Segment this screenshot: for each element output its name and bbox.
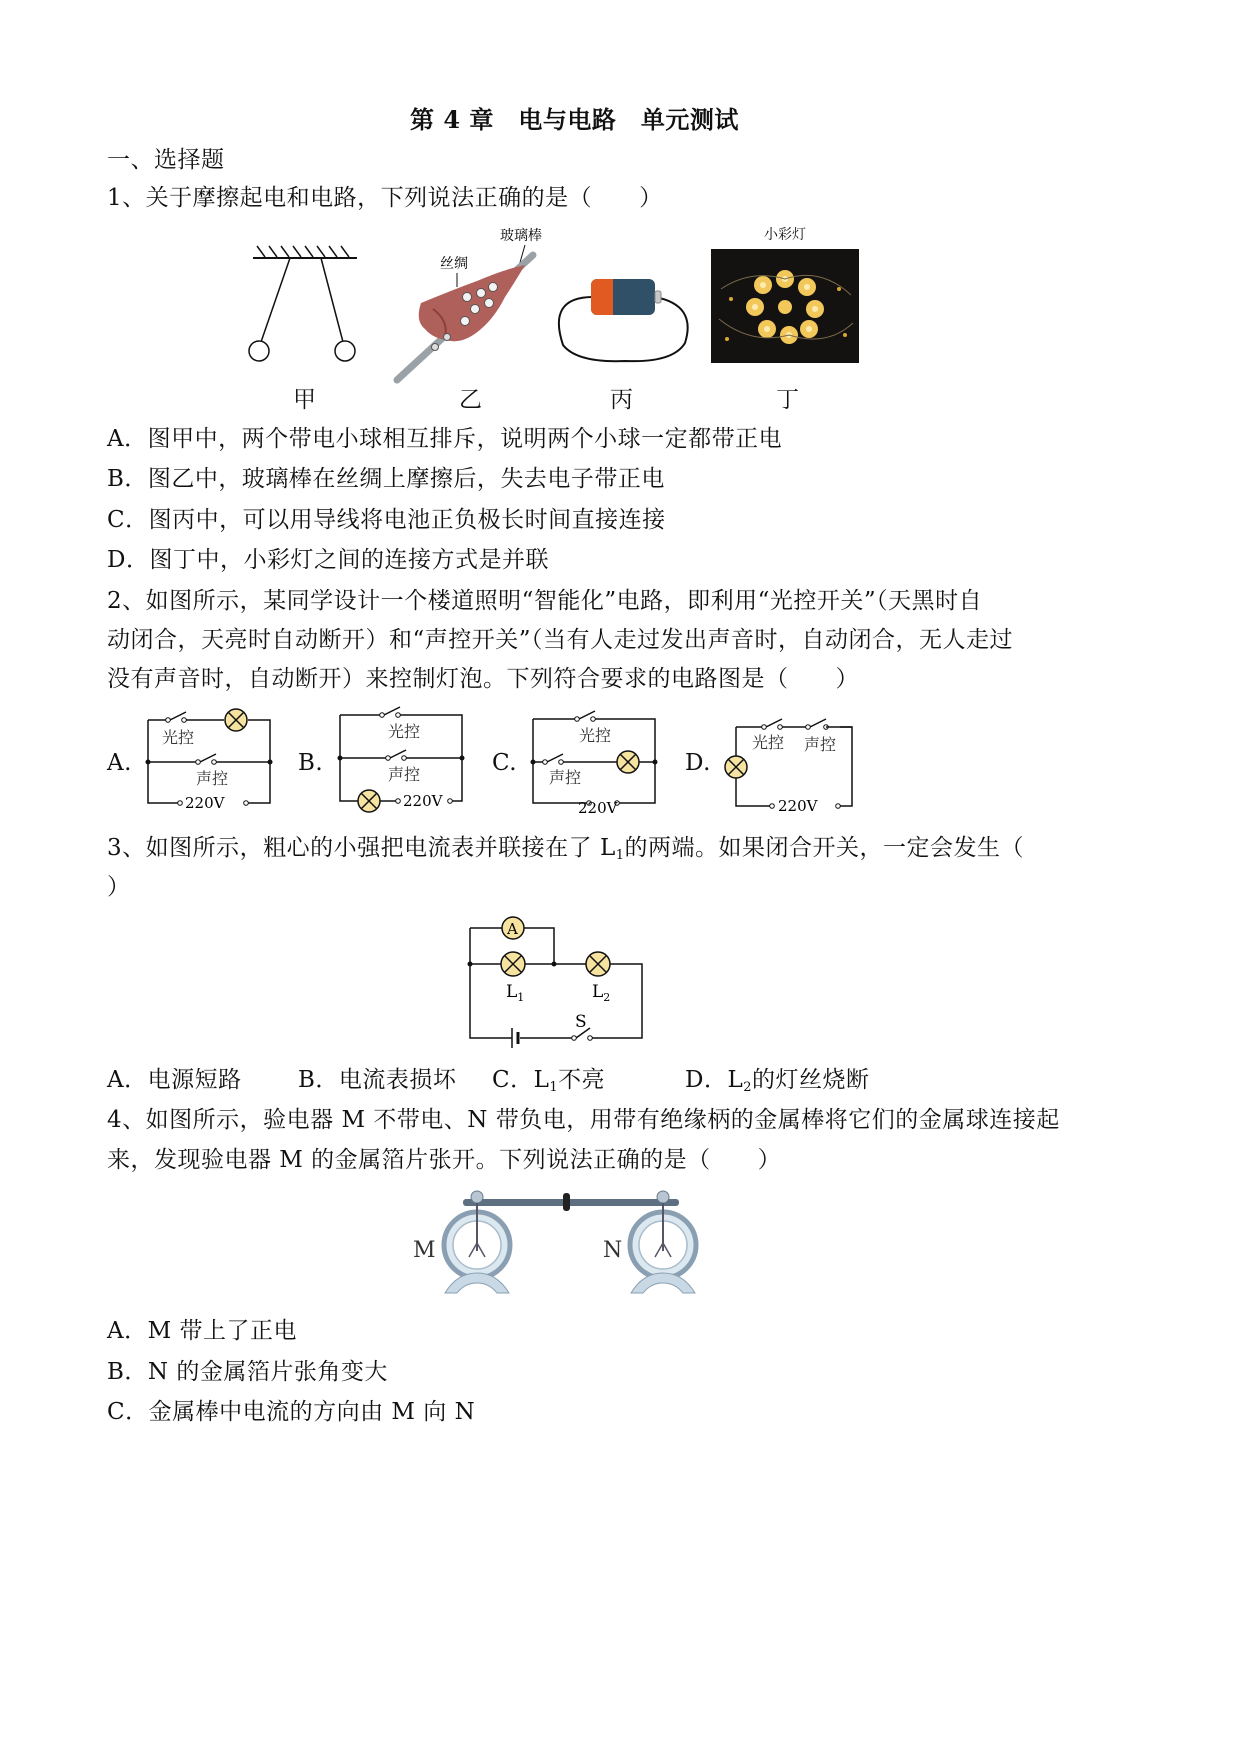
- string-lights-label: 小彩灯: [764, 227, 806, 243]
- q4-stem-line1: 4、如图所示，验电器 M 不带电、N 带负电，用带有绝缘柄的金属棒将它们的金属球连接起: [107, 1107, 1060, 1133]
- glass-rod-label: 玻璃棒: [500, 228, 542, 244]
- q2-stem-line1: 2、如图所示，某同学设计一个楼道照明“智能化”电路，即利用“光控开关”（天黑时自: [107, 588, 983, 614]
- lamp-l1-label: $L_1$: [506, 982, 525, 1004]
- caption-jia: 甲: [293, 387, 317, 413]
- q1-fig-yi-rod-silk: [385, 225, 555, 390]
- label-n: N: [603, 1238, 623, 1263]
- q2-letter-b: B.: [298, 750, 324, 776]
- label-m: M: [413, 1238, 436, 1263]
- q4-option-b: B．N 的金属箔片张角变大: [107, 1359, 388, 1385]
- silk-label: 丝绸: [440, 256, 468, 272]
- q3-stem-a: 3、如图所示，粗心的小强把电流表并联接在了 L: [107, 835, 616, 861]
- q1-fig-bing-battery: [555, 265, 695, 370]
- q2-letter-c: C.: [492, 750, 518, 776]
- electroscope-m: [444, 1203, 510, 1293]
- voltage-label: 220V: [185, 794, 225, 810]
- q2-letter-d: D.: [685, 750, 711, 776]
- string-lights-photo: [711, 249, 859, 363]
- q4-option-c: C．金属棒中电流的方向由 M 向 N: [107, 1399, 476, 1425]
- q1-option-b: B．图乙中，玻璃棒在丝绸上摩擦后，失去电子带正电: [107, 466, 665, 492]
- section-heading: 一、选择题: [107, 147, 225, 173]
- electroscope-n: [630, 1203, 696, 1293]
- q1-option-a: A．图甲中，两个带电小球相互排斥，说明两个小球一定都带正电: [107, 426, 783, 452]
- switch-label-light: 光控: [752, 733, 785, 752]
- q3-circuit: [462, 910, 652, 1055]
- switch-label-sound: 声控: [196, 769, 229, 788]
- switch-label-light: 光控: [162, 728, 195, 747]
- q1-fig-jia-pendulums: [245, 240, 365, 370]
- q1-stem: 1、关于摩擦起电和电路，下列说法正确的是（ ）: [107, 185, 663, 211]
- switch-s-label: S: [575, 1012, 587, 1032]
- page-title: 第 4 章 电与电路 单元测试: [410, 105, 739, 134]
- q2-circuit-d: [722, 710, 862, 812]
- q3-stem-b: 的两端。如果闭合开关，一定会发生（: [624, 835, 1024, 861]
- q3-stem-sub: 1: [615, 848, 625, 863]
- switch-label-sound: 声控: [549, 768, 582, 787]
- q4-stem-line2: 来，发现验电器 M 的金属箔片张开。下列说法正确的是（ ）: [107, 1147, 782, 1173]
- q1-option-c: C．图丙中，可以用导线将电池正负极长时间直接连接: [107, 507, 666, 533]
- q2-circuit-c: [525, 705, 667, 813]
- caption-ding: 丁: [776, 387, 800, 413]
- q3-option-d: D．$L_2$的灯丝烧断: [685, 1067, 870, 1095]
- voltage-label: 220V: [778, 797, 818, 812]
- q4-electroscopes: [405, 1185, 715, 1305]
- q1-option-d: D．图丁中，小彩灯之间的连接方式是并联: [107, 547, 549, 573]
- q2-letter-a: A.: [107, 750, 132, 776]
- q3-stem-line1: [107, 833, 1024, 871]
- switch-label-sound: 声控: [388, 765, 421, 784]
- lamp-l2-label: $L_2$: [592, 982, 611, 1004]
- q2-circuit-b: [332, 705, 474, 813]
- voltage-label: 220V: [578, 799, 618, 813]
- q3-option-b: B．电流表损坏: [298, 1067, 457, 1093]
- ammeter-symbol: A: [507, 920, 518, 938]
- q1-fig-ding: [711, 225, 859, 363]
- switch-label-sound: 声控: [804, 735, 837, 754]
- q3-stem-line2: ）: [107, 874, 131, 900]
- switch-label-light: 光控: [388, 722, 421, 741]
- q4-option-a: A．M 带上了正电: [107, 1318, 297, 1344]
- q2-stem-line2: 动闭合，天亮时自动断开）和“声控开关”（当有人走过发出声音时，自动闭合，无人走过: [107, 627, 1014, 653]
- q2-stem-line3: 没有声音时，自动断开）来控制灯泡。下列符合要求的电路图是（ ）: [107, 666, 859, 692]
- caption-yi: 乙: [459, 387, 483, 413]
- q3-option-a: A．电源短路: [107, 1067, 242, 1093]
- q3-option-c: C．$L_1$不亮: [492, 1067, 606, 1095]
- switch-label-light: 光控: [579, 726, 612, 745]
- voltage-label: 220V: [403, 792, 443, 810]
- q2-circuit-a: [140, 705, 280, 810]
- caption-bing: 丙: [610, 387, 634, 413]
